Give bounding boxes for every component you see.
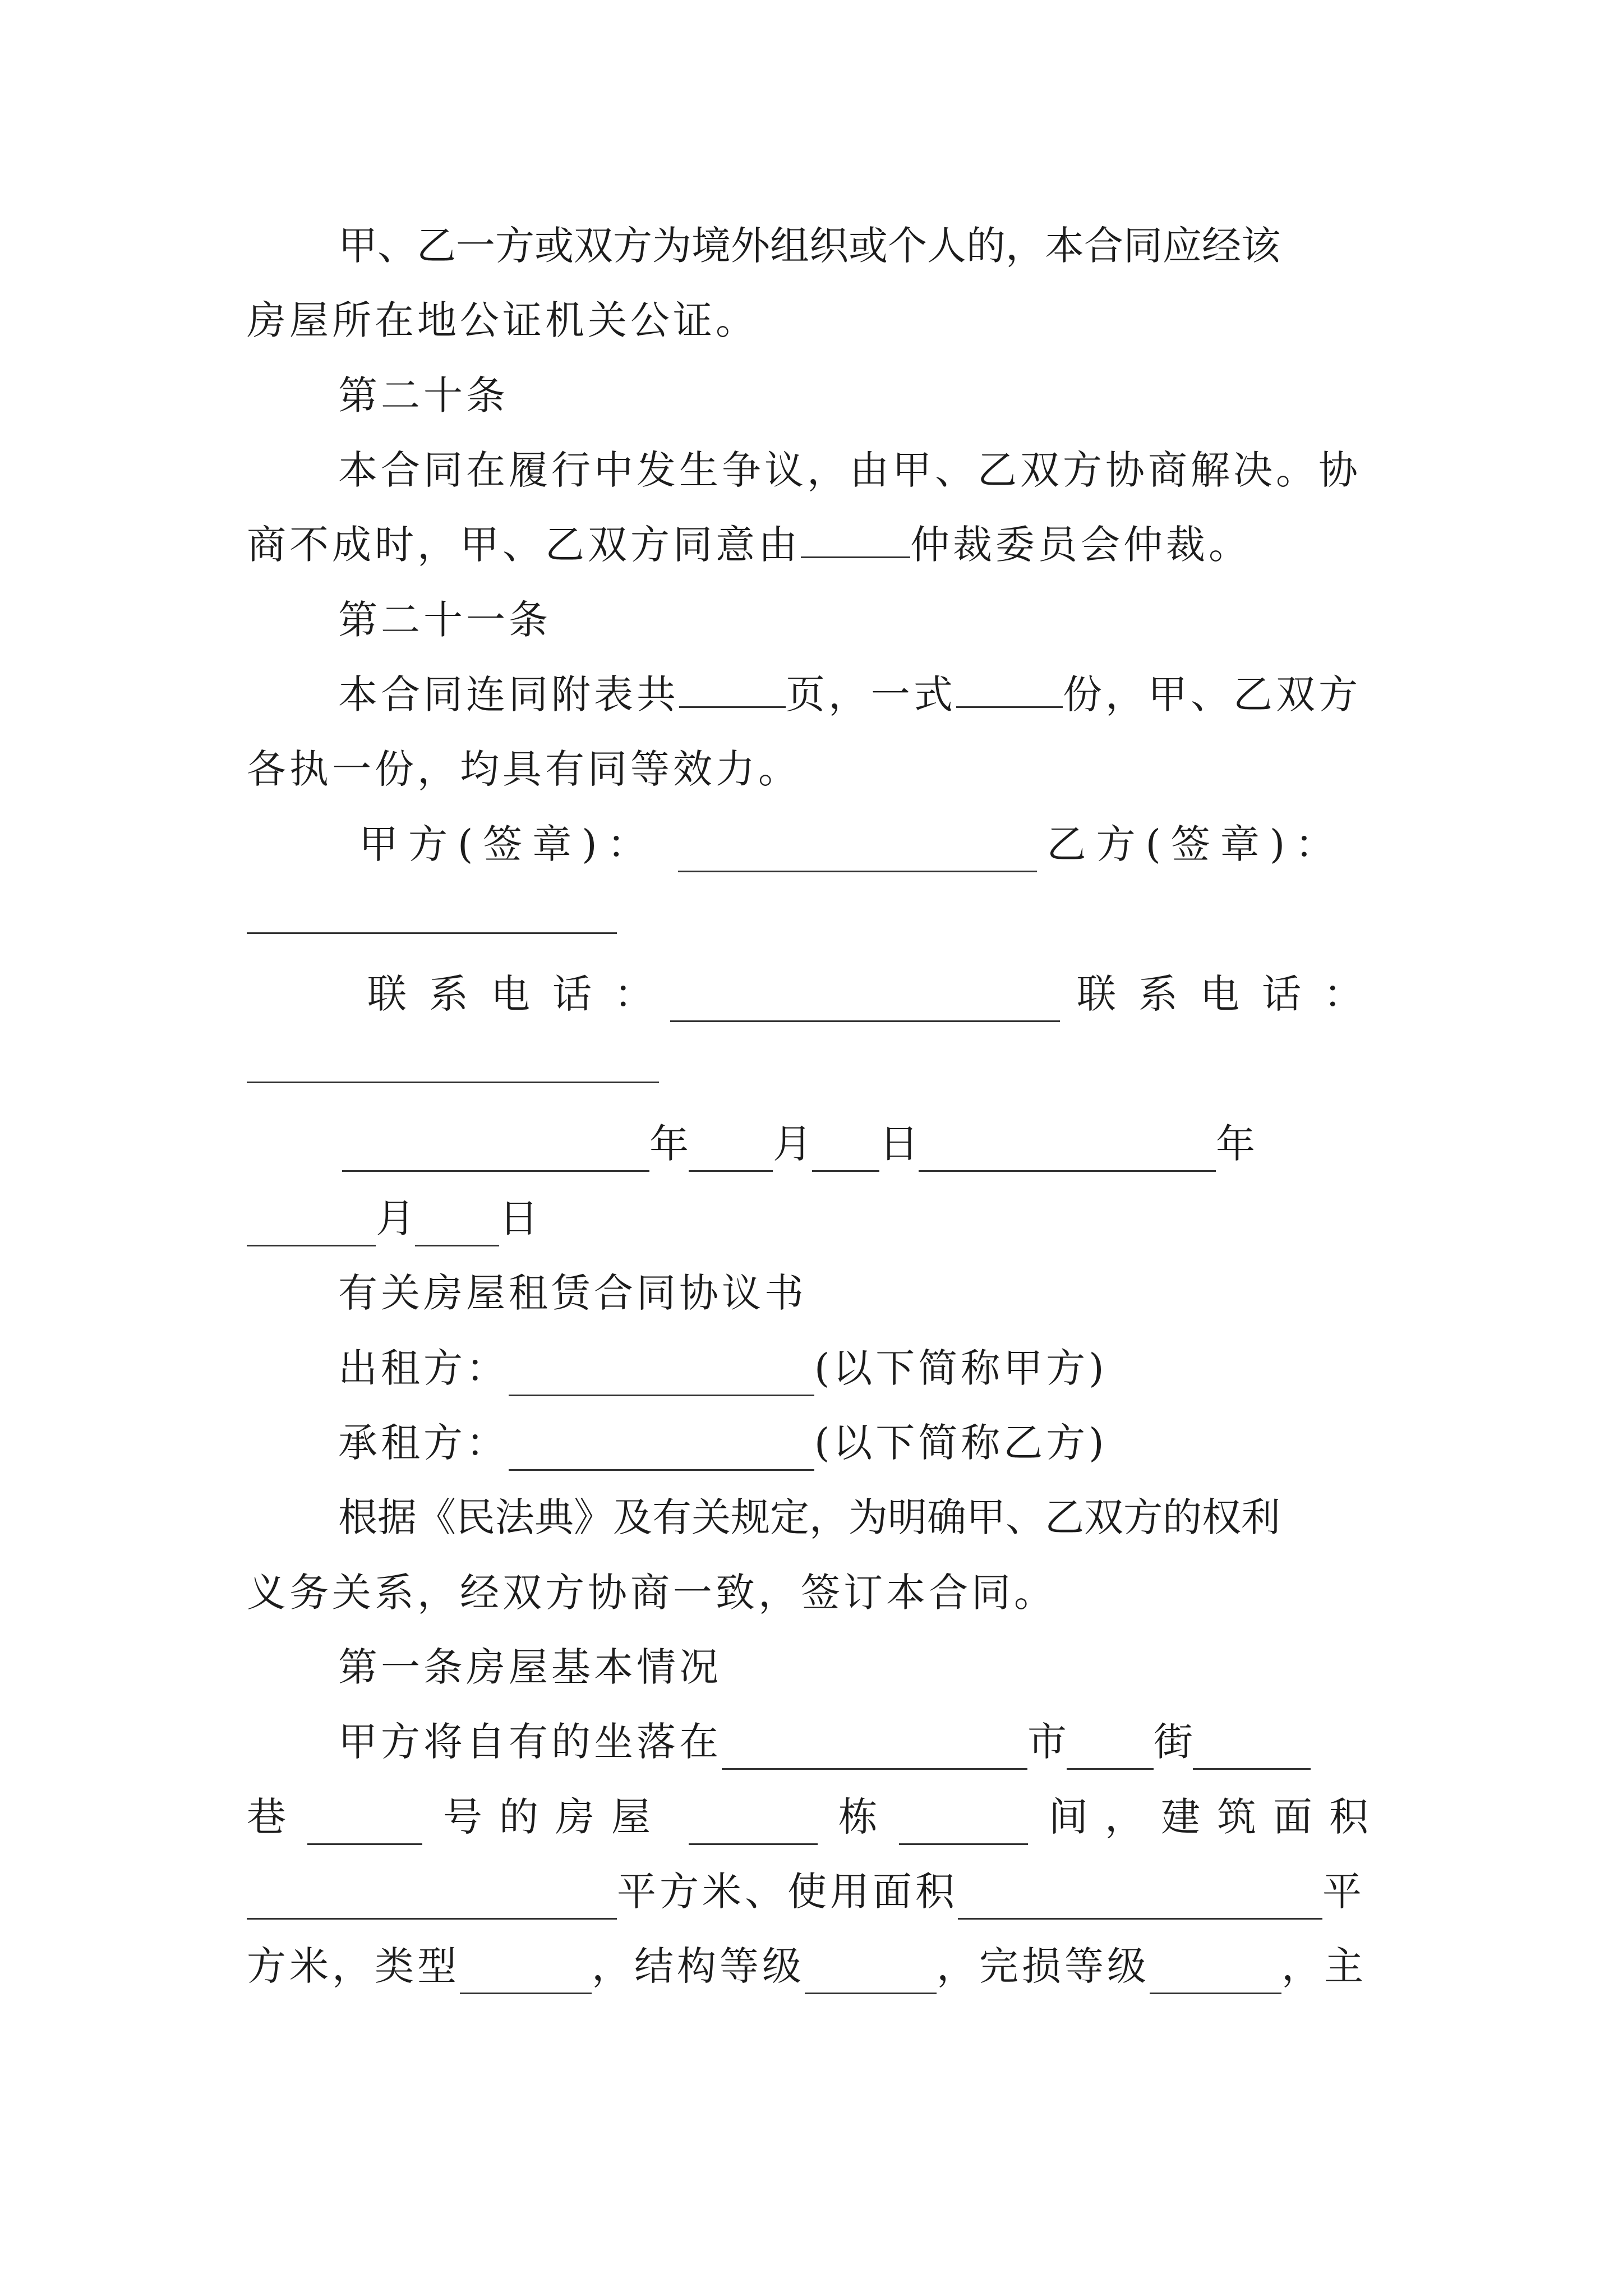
article-heading: 第二十条 <box>338 372 509 418</box>
blank-building-area[interactable] <box>247 1883 617 1920</box>
text-segment: 份，甲、乙双方 <box>1063 671 1361 717</box>
text-segment: 市 <box>1027 1719 1067 1765</box>
blank-city[interactable] <box>1067 1733 1154 1770</box>
paragraph-line <box>247 1789 1385 1845</box>
blank-copy-count[interactable] <box>956 671 1063 708</box>
party-a-phone-blank[interactable] <box>670 986 1060 1022</box>
text-segment: 间，建筑面积 <box>1049 1794 1385 1840</box>
text-line: 根据《民法典》及有关规定，为明确甲、乙双方的权利 <box>338 1494 1280 1540</box>
blank-type[interactable] <box>460 1958 592 1994</box>
lessor-note: (以下简称甲方) <box>814 1345 1108 1391</box>
lessee-label: 承租方： <box>338 1420 509 1466</box>
text-segment: ，完损等级 <box>937 1943 1150 1989</box>
blank-page-count[interactable] <box>679 671 786 708</box>
paragraph-line <box>338 1714 1385 1770</box>
month-label: 月 <box>773 1121 812 1167</box>
blank-usable-area[interactable] <box>958 1883 1322 1920</box>
party-b-month-blank[interactable] <box>247 1210 376 1246</box>
lessee-line <box>338 1415 1385 1471</box>
party-b-sign-label: 乙方(签章)： <box>1046 821 1345 867</box>
paragraph-line <box>247 1938 1385 1994</box>
paragraph-line: 义务关系，经双方协商一致，签订本合同。 <box>247 1570 1057 1616</box>
party-a-phone-label: 联系电话： <box>367 971 676 1017</box>
paragraph-line <box>247 1864 1385 1920</box>
blank-street[interactable] <box>1193 1733 1311 1770</box>
blank-building[interactable] <box>899 1809 1028 1845</box>
blank-lane[interactable] <box>307 1809 422 1845</box>
text-segment: 平方米、使用面积 <box>617 1869 958 1915</box>
text-segment: 栋 <box>838 1794 878 1840</box>
party-b-sign-blank[interactable] <box>247 932 617 934</box>
text-segment: 方米，类型 <box>247 1943 460 1989</box>
paragraph-line: 房屋所在地公证机关公证。 <box>247 297 758 343</box>
text-segment: 甲方将自有的坐落在 <box>338 1719 722 1765</box>
blank-structure-grade[interactable] <box>805 1958 937 1994</box>
blank-arbitration-commission[interactable] <box>801 522 910 558</box>
party-b-day-blank[interactable] <box>415 1210 499 1246</box>
lessee-blank[interactable] <box>509 1434 814 1471</box>
blank-condition-grade[interactable] <box>1150 1958 1281 1994</box>
lessee-note: (以下简称乙方) <box>814 1420 1108 1466</box>
text-segment: ，主 <box>1281 1943 1367 1989</box>
text-segment: 平 <box>1322 1869 1362 1915</box>
party-a-day-blank[interactable] <box>812 1135 879 1172</box>
paragraph-line <box>338 666 1385 723</box>
party-a-sign-label: 甲方(签章)： <box>359 821 657 867</box>
party-b-phone-blank[interactable] <box>247 1082 659 1083</box>
text-segment: ，结构等级 <box>592 1943 805 1989</box>
paragraph-line: 本合同在履行中发生争议，由甲、乙双方协商解决。协 <box>338 447 1361 493</box>
year-label: 年 <box>1216 1121 1255 1167</box>
paragraph-line <box>338 218 1385 274</box>
party-a-month-blank[interactable] <box>689 1135 773 1172</box>
blank-city-location[interactable] <box>722 1733 1027 1770</box>
date-line <box>247 1190 1385 1246</box>
text-segment: 商不成时，甲、乙双方同意由 <box>247 522 801 568</box>
month-label: 月 <box>376 1195 415 1241</box>
paragraph-line: 各执一份，均具有同等效力。 <box>247 746 801 792</box>
text-segment: 号的房屋 <box>443 1794 667 1840</box>
date-line <box>342 1116 1385 1172</box>
text-segment: 仲裁委员会仲裁。 <box>910 522 1251 568</box>
paragraph-line <box>247 517 1385 573</box>
agreement-title: 有关房屋租赁合同协议书 <box>338 1270 807 1316</box>
text-segment: 街 <box>1154 1719 1193 1765</box>
party-b-year-blank[interactable] <box>919 1135 1216 1172</box>
phone-line <box>367 966 1385 1022</box>
day-label: 日 <box>879 1121 919 1167</box>
lessor-blank[interactable] <box>509 1360 814 1396</box>
paragraph-line <box>338 1489 1385 1545</box>
year-label: 年 <box>649 1121 689 1167</box>
day-label: 日 <box>499 1195 538 1241</box>
text-line: 甲、乙一方或双方为境外组织或个人的，本合同应经该 <box>338 223 1280 269</box>
article-heading: 第一条房屋基本情况 <box>338 1644 722 1690</box>
party-a-sign-blank[interactable] <box>678 836 1037 872</box>
blank-house-number[interactable] <box>689 1809 818 1845</box>
party-b-phone-label: 联系电话： <box>1077 971 1385 1017</box>
lessor-line <box>338 1340 1385 1396</box>
text-segment: 本合同连同附表共 <box>338 671 679 717</box>
text-segment: 巷 <box>247 1794 286 1840</box>
signature-line <box>359 816 1385 872</box>
text-segment: 页，一式 <box>786 671 956 717</box>
article-heading: 第二十一条 <box>338 597 551 643</box>
party-a-year-blank[interactable] <box>342 1135 649 1172</box>
lessor-label: 出租方： <box>338 1345 509 1391</box>
